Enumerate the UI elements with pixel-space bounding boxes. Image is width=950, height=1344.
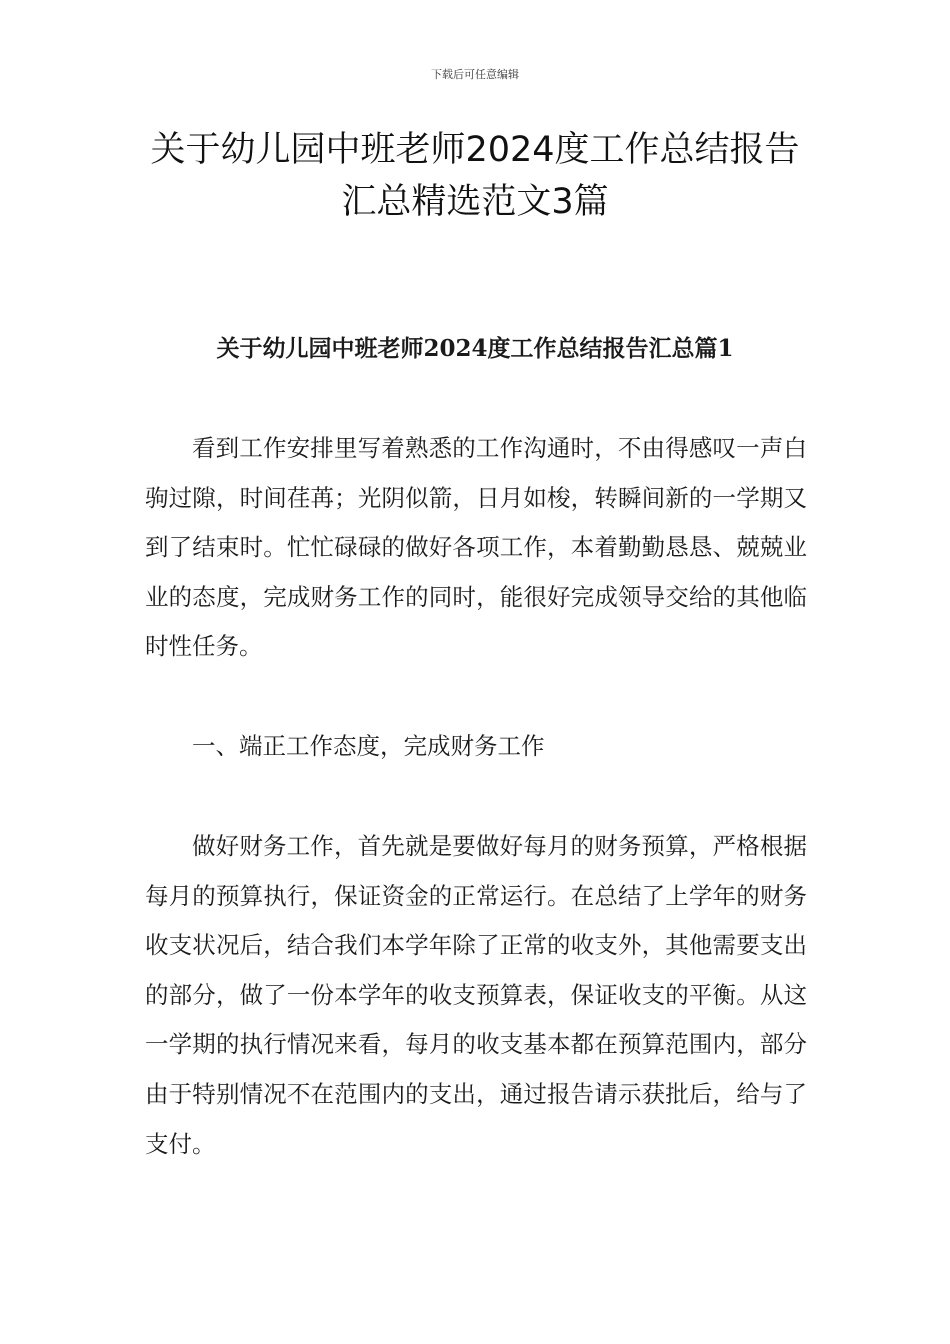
intro-paragraph: 看到工作安排里写着熟悉的工作沟通时，不由得感叹一声白驹过隙，时间荏苒；光阴似箭，日月如梭，转瞬间新的一学期又到了结束时。忙忙碌碌的做好各项工作，本着勤勤恳恳、兢兢业业的态度，完成财务工作的同时，能很好完成领导交给的其他临时性任务。: [145, 434, 807, 661]
section-heading: 关于幼儿园中班老师2024度工作总结报告汇总篇1: [216, 335, 734, 362]
title-line-2: 汇总精选范文3篇: [341, 182, 609, 222]
title-line-1: 关于幼儿园中班老师2024度工作总结报告: [150, 130, 800, 170]
document-title: [120, 124, 830, 228]
sub-heading: 一、端正工作态度，完成财务工作: [192, 732, 545, 760]
header-note: 下载后可任意编辑: [431, 68, 519, 81]
body-paragraph: 做好财务工作，首先就是要做好每月的财务预算，严格根据每月的预算执行，保证资金的正常运行。在总结了上学年的财务收支状况后，结合我们本学年除了正常的收支外，其他需要支出的部分，做了一份本学年的收支预算表，保证收支的平衡。从这一学期的执行情况来看，每月的收支基本都在预算范围内，部分由于特别情况不在范围内的支出，通过报告请示获批后，给与了支付。: [145, 832, 807, 1158]
